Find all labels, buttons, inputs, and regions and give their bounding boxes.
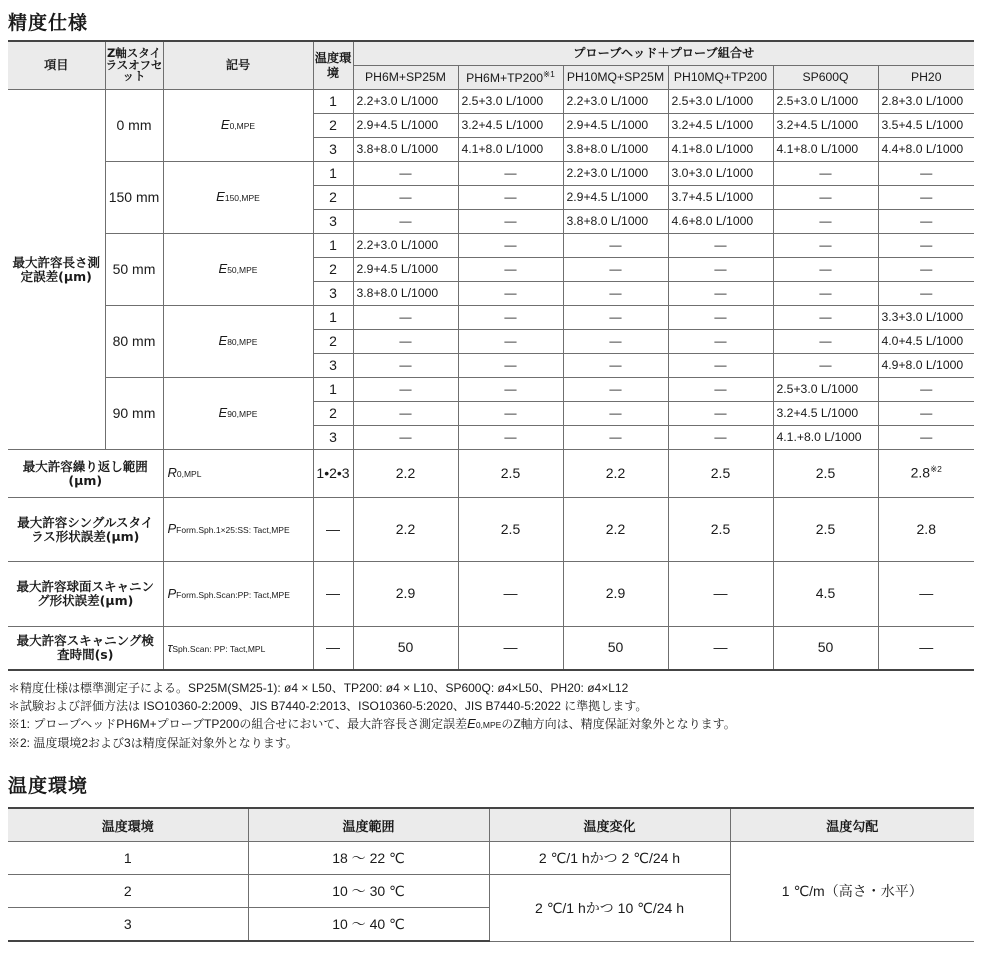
symbol-main: P — [167, 521, 177, 537]
symbol-subscript: 90,MPE — [227, 409, 258, 420]
value-cell: 3.5+4.5 L/1000 — [878, 114, 974, 138]
value-cell: 3.8+8.0 L/1000 — [563, 138, 668, 162]
value-cell: 3.2+4.5 L/1000 — [773, 402, 878, 426]
value-cell: — — [353, 306, 458, 330]
value-cell: — — [878, 234, 974, 258]
temp-env-cell: 3 — [313, 138, 353, 162]
category-single-stylus-form: 最大許容シングルスタイラス形状誤差(μm) — [8, 498, 163, 562]
note-standard-stylus: ＊精度仕様は標準測定子による。SP25M(SM25-1): ø4 × L50、TP200: ø4 × L10、SP600Q: ø4×L50、PH20: ø4×L12 — [8, 681, 629, 695]
value-cell — [458, 450, 563, 498]
value-cell — [563, 498, 668, 562]
value-cell: — — [773, 162, 878, 186]
temp-header-range: 温度範囲 — [248, 808, 489, 842]
category-repeatability: 最大許容繰り返し範囲(μm) — [8, 450, 163, 498]
value-cell: — — [458, 378, 563, 402]
offset-cell: 150 mm — [105, 162, 163, 234]
value-cell: — — [458, 306, 563, 330]
temp-header-gradient: 温度勾配 — [730, 808, 974, 842]
value-cell: — — [668, 306, 773, 330]
value-cell: 4.1+8.0 L/1000 — [458, 138, 563, 162]
value: 50 — [607, 639, 624, 656]
value-cell: 4.1+8.0 L/1000 — [668, 138, 773, 162]
value-cell — [563, 450, 668, 498]
value-cell: 3.2+4.5 L/1000 — [458, 114, 563, 138]
offset-cell: 0 mm — [105, 90, 163, 162]
symbol-cell — [163, 162, 313, 234]
value-cell: — — [353, 186, 458, 210]
value: — — [919, 639, 934, 656]
value: 2.2 — [395, 520, 416, 537]
value-cell — [668, 562, 773, 627]
header-combo-4 — [668, 66, 773, 90]
value: 2.2 — [605, 520, 626, 537]
offset-cell: 80 mm — [105, 306, 163, 378]
value-cell: — — [458, 162, 563, 186]
temp-env-cell: 1 — [313, 90, 353, 114]
value-cell: — — [563, 282, 668, 306]
temp-env-cell: 1 — [313, 162, 353, 186]
value-cell: 4.6+8.0 L/1000 — [668, 210, 773, 234]
value-cell — [563, 627, 668, 671]
value-cell — [353, 450, 458, 498]
symbol-main: E — [218, 261, 228, 277]
table-row — [8, 627, 974, 671]
value-cell: — — [878, 282, 974, 306]
value-cell: 2.9+4.5 L/1000 — [563, 114, 668, 138]
temp-range: 18 ～ 22 ℃ — [248, 842, 489, 875]
value-cell: — — [878, 210, 974, 234]
value-cell: 3.2+4.5 L/1000 — [668, 114, 773, 138]
value: 2.5 — [710, 520, 731, 537]
value-cell: — — [668, 354, 773, 378]
value: 2.2 — [605, 464, 626, 481]
value-cell: — — [563, 330, 668, 354]
note-1-symbol: E — [467, 716, 476, 731]
value-cell — [878, 498, 974, 562]
header-combo-label: PH20 — [911, 69, 942, 84]
value-cell: — — [668, 282, 773, 306]
value-cell: — — [878, 186, 974, 210]
temp-env-cell: 2 — [313, 258, 353, 282]
temp-range: 10 ～ 30 ℃ — [248, 875, 489, 908]
accuracy-spec-table — [8, 40, 974, 671]
value: 50 — [397, 639, 414, 656]
value: 2.2 — [395, 464, 416, 481]
symbol-subscript: Sph.Scan: PP: Tact,MPL — [172, 643, 266, 654]
note-1-text-end: のZ軸方向は、精度保証対象外となります。 — [501, 717, 736, 731]
value-cell: — — [773, 258, 878, 282]
value-cell: 2.5+3.0 L/1000 — [773, 378, 878, 402]
value-cell: — — [458, 426, 563, 450]
header-combo-label: PH10MQ+TP200 — [673, 69, 768, 84]
symbol-subscript: 80,MPE — [227, 337, 258, 348]
temp-header-row — [8, 808, 974, 842]
value-cell — [458, 627, 563, 671]
temp-env: 2 — [8, 875, 248, 908]
symbol-subscript: 150,MPE — [224, 193, 260, 204]
symbol-subscript: Form.Sph.1×25:SS: Tact,MPE — [176, 525, 290, 536]
offset-cell: 50 mm — [105, 234, 163, 306]
value: 2.5 — [815, 464, 836, 481]
temp-env-cell: 2 — [313, 186, 353, 210]
value-cell: 4.4+8.0 L/1000 — [878, 138, 974, 162]
temp-env-cell: 1 — [313, 234, 353, 258]
header-combo-label: PH6M+SP25M — [365, 69, 446, 84]
spec-section-title: 精度仕様 — [8, 12, 89, 34]
value-cell — [668, 627, 773, 671]
value-cell — [878, 450, 974, 498]
value: 50 — [817, 639, 834, 656]
value-cell: 2.2+3.0 L/1000 — [353, 234, 458, 258]
temp-header-env: 温度環境 — [8, 808, 248, 842]
header-combination: プローブヘッド＋プローブ組合せ — [353, 41, 974, 66]
value-cell — [773, 562, 878, 627]
value-cell: 2.2+3.0 L/1000 — [563, 90, 668, 114]
value-cell: 2.8+3.0 L/1000 — [878, 90, 974, 114]
value-cell: 4.9+8.0 L/1000 — [878, 354, 974, 378]
value-cell: — — [458, 402, 563, 426]
notes — [8, 680, 736, 752]
symbol-main: E — [218, 405, 228, 421]
value-cell: 2.2+3.0 L/1000 — [563, 162, 668, 186]
value-cell: — — [353, 402, 458, 426]
value-cell: — — [563, 354, 668, 378]
temp-env-cell: 1 — [313, 306, 353, 330]
value: — — [713, 639, 728, 656]
value-cell: — — [878, 378, 974, 402]
temp-env-cell: 2 — [313, 402, 353, 426]
value-cell: — — [878, 162, 974, 186]
offset-cell: 90 mm — [105, 378, 163, 450]
symbol-cell — [163, 306, 313, 378]
table-row — [8, 306, 974, 330]
value-cell: — — [773, 282, 878, 306]
value-cell: — — [668, 402, 773, 426]
value-cell — [458, 498, 563, 562]
symbol-subscript: 0,MPE — [229, 121, 256, 132]
temperature-table — [8, 807, 974, 942]
temp-env-cell: — — [313, 562, 353, 627]
value-cell: — — [563, 378, 668, 402]
value-cell: — — [458, 258, 563, 282]
value-cell: 2.9+4.5 L/1000 — [353, 258, 458, 282]
value-cell: 3.8+8.0 L/1000 — [353, 138, 458, 162]
value-cell: — — [773, 186, 878, 210]
value-cell — [563, 562, 668, 627]
header-combo-3 — [563, 66, 668, 90]
value-cell: — — [773, 330, 878, 354]
value-cell: — — [773, 354, 878, 378]
note-2: ※2: 温度環境2および3は精度保証対象外となります。 — [8, 735, 298, 750]
category-scanning-form: 最大許容球面スキャニング形状誤差(μm) — [8, 562, 163, 627]
value-cell: — — [353, 330, 458, 354]
header-combo-label: SP600Q — [802, 69, 849, 84]
value-cell: — — [668, 258, 773, 282]
temp-env-cell: 2 — [313, 114, 353, 138]
temp-env-cell: 3 — [313, 354, 353, 378]
temp-env-cell: — — [313, 627, 353, 671]
symbol-cell — [163, 378, 313, 450]
value-cell: — — [773, 210, 878, 234]
value-cell: 4.0+4.5 L/1000 — [878, 330, 974, 354]
note-ref-2: ※2 — [930, 464, 942, 475]
value-cell: 2.2+3.0 L/1000 — [353, 90, 458, 114]
value: — — [919, 585, 934, 602]
table-row — [8, 378, 974, 402]
value: 2.8 — [910, 464, 931, 481]
temp-change: 2 ℃/1 hかつ 2 ℃/24 h — [489, 842, 730, 875]
table-row — [8, 162, 974, 186]
value-cell: — — [353, 354, 458, 378]
value-cell: — — [563, 426, 668, 450]
header-temp-env: 温度環境 — [313, 41, 353, 90]
temp-env-cell: 3 — [313, 426, 353, 450]
note-test-method: ＊試験および評価方法は ISO10360-2:2009、JIS B7440-2:2013、ISO10360-5:2020、JIS B7440-5:2022 に準拠します。 — [8, 698, 648, 713]
symbol-main: E — [216, 189, 225, 205]
table-row — [8, 562, 974, 627]
value-cell — [353, 498, 458, 562]
value-cell: — — [458, 282, 563, 306]
value-cell — [773, 498, 878, 562]
value-cell: 4.1.+8.0 L/1000 — [773, 426, 878, 450]
value: 2.5 — [500, 520, 521, 537]
value: 2.5 — [815, 520, 836, 537]
value-cell: 2.5+3.0 L/1000 — [773, 90, 878, 114]
header-combo-6 — [878, 66, 974, 90]
value: 2.9 — [395, 585, 416, 602]
category-scanning-time: 最大許容スキャニング検査時間(s) — [8, 627, 163, 671]
value-cell — [773, 450, 878, 498]
value-cell: 3.7+4.5 L/1000 — [668, 186, 773, 210]
value-cell: — — [668, 378, 773, 402]
value-cell: — — [458, 210, 563, 234]
note-ref-1: ※1 — [543, 68, 555, 79]
value-cell — [353, 562, 458, 627]
note-1 — [8, 715, 736, 735]
symbol-subscript: 0,MPL — [176, 469, 202, 480]
temp-change: 2 ℃/1 hかつ 10 ℃/24 h — [489, 875, 730, 942]
value-cell — [668, 498, 773, 562]
symbol-cell — [163, 627, 313, 671]
value: 2.8 — [916, 520, 936, 537]
symbol-cell — [163, 90, 313, 162]
temp-env-cell: 1 — [313, 378, 353, 402]
header-item: 項目 — [8, 41, 105, 90]
table-row — [8, 90, 974, 114]
value-cell: 3.0+3.0 L/1000 — [668, 162, 773, 186]
temp-env-cell: — — [313, 498, 353, 562]
value-cell: 4.1+8.0 L/1000 — [773, 138, 878, 162]
value-cell: — — [458, 354, 563, 378]
temp-range: 10 ～ 40 ℃ — [248, 908, 489, 942]
temp-env-cell: 3 — [313, 210, 353, 234]
temp-env-cell: 2 — [313, 330, 353, 354]
temp-env-cell: 3 — [313, 282, 353, 306]
table-row — [8, 450, 974, 498]
temp-section-title: 温度環境 — [8, 775, 89, 797]
temp-env: 3 — [8, 908, 248, 942]
symbol-cell — [163, 450, 313, 498]
header-combo-5 — [773, 66, 878, 90]
temp-gradient: 1 ℃/m（高さ・水平） — [730, 842, 974, 942]
symbol-main: E — [220, 117, 230, 133]
value-cell: — — [458, 186, 563, 210]
value-cell: — — [563, 234, 668, 258]
symbol-main: E — [218, 333, 228, 349]
note-1-symbol-sub: 0,MPE — [475, 720, 502, 730]
temp-env: 1 — [8, 842, 248, 875]
header-combo-1 — [353, 66, 458, 90]
value-cell: — — [458, 234, 563, 258]
value-cell: 3.3+3.0 L/1000 — [878, 306, 974, 330]
value-cell — [458, 562, 563, 627]
value-cell: 2.5+3.0 L/1000 — [458, 90, 563, 114]
value-cell: — — [878, 402, 974, 426]
value-cell — [353, 627, 458, 671]
value-cell — [878, 562, 974, 627]
symbol-cell — [163, 498, 313, 562]
value-cell: — — [668, 426, 773, 450]
symbol-main: R — [167, 465, 177, 481]
value-cell: 3.8+8.0 L/1000 — [563, 210, 668, 234]
value-cell: — — [458, 330, 563, 354]
value-cell: — — [353, 162, 458, 186]
temp-row — [8, 842, 974, 875]
header-row-1 — [8, 41, 974, 66]
value: — — [503, 585, 518, 602]
symbol-main: τ — [167, 639, 173, 655]
symbol-subscript: Form.Sph.Scan:PP: Tact,MPE — [176, 589, 290, 600]
table-row — [8, 234, 974, 258]
temp-header-change: 温度変化 — [489, 808, 730, 842]
value-cell: — — [353, 210, 458, 234]
value-cell: — — [563, 306, 668, 330]
value-cell: 2.5+3.0 L/1000 — [668, 90, 773, 114]
header-symbol: 記号 — [163, 41, 313, 90]
value-cell: — — [773, 234, 878, 258]
note-1-text: ※1: プローブヘッドPH6M+プローブTP200の組合せにおいて、最大許容長さ測定誤差 — [8, 717, 468, 731]
value-cell — [668, 450, 773, 498]
value: 4.5 — [815, 585, 836, 602]
symbol-main: P — [167, 585, 177, 601]
value: 2.9 — [605, 585, 626, 602]
header-combo-label: PH6M+TP200 — [466, 70, 544, 85]
value-cell: — — [878, 258, 974, 282]
symbol-subscript: 50,MPE — [227, 265, 258, 276]
table-row — [8, 498, 974, 562]
category-max-length-error: 最大許容長さ測定誤差(μm) — [8, 90, 105, 450]
value-cell: 3.8+8.0 L/1000 — [353, 282, 458, 306]
value-cell: — — [353, 426, 458, 450]
value-cell — [878, 627, 974, 671]
value-cell: — — [563, 402, 668, 426]
symbol-cell — [163, 234, 313, 306]
value: 2.5 — [710, 464, 731, 481]
header-combo-2 — [458, 66, 563, 90]
value: — — [503, 639, 518, 656]
value-cell: — — [878, 426, 974, 450]
value: 2.5 — [500, 464, 521, 481]
symbol-cell — [163, 562, 313, 627]
value: — — [713, 585, 728, 602]
header-combo-label: PH10MQ+SP25M — [566, 69, 665, 84]
header-offset: Z軸スタイラスオフセット — [105, 41, 163, 90]
value-cell: — — [773, 306, 878, 330]
value-cell: — — [353, 378, 458, 402]
value-cell: 2.9+4.5 L/1000 — [563, 186, 668, 210]
value-cell — [773, 627, 878, 671]
value-cell: 3.2+4.5 L/1000 — [773, 114, 878, 138]
value-cell: 2.9+4.5 L/1000 — [353, 114, 458, 138]
value-cell: — — [563, 258, 668, 282]
temp-env-cell: 1•2•3 — [313, 450, 353, 498]
value-cell: — — [668, 234, 773, 258]
value-cell: — — [668, 330, 773, 354]
